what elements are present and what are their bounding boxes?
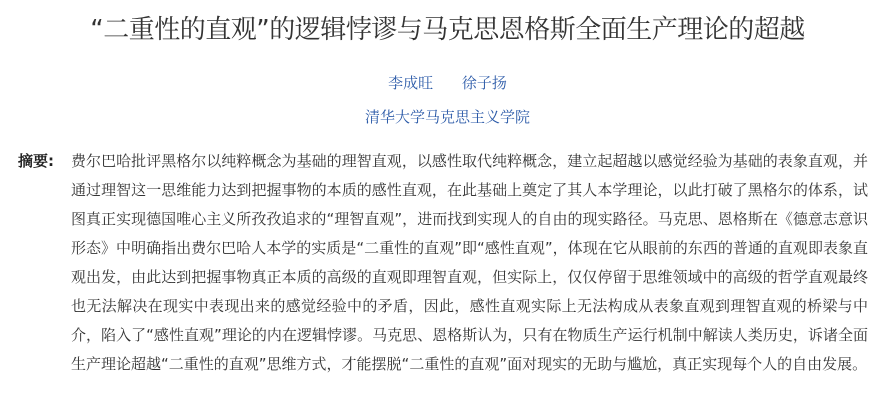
author-link[interactable]: 徐子扬 [461, 74, 507, 92]
affiliation-link[interactable]: 清华大学马克思主义学院 [364, 108, 530, 126]
paper-title: “二重性的直观”的逻辑悖谬与马克思恩格斯全面生产理论的超越 [90, 15, 805, 45]
abstract-section [18, 147, 868, 379]
author-link[interactable]: 李成旺 [388, 74, 434, 92]
author-list [0, 72, 895, 94]
abstract-text: 费尔巴哈批评黑格尔以纯粹概念为基础的理智直观，以感性取代纯粹概念，建立起超越以感觉经验为基础的表象直观，并通过理智这一思维能力达到把握事物的本质的感性直观，在此基础上奠定了其人本学理论，以此打破了黑格尔的体系，试图真正实现德国唯心主义所孜孜追求的“理智直观”，进而找到实现人的自由的现实路径。马克思、恩格斯在《德意志意识形态》中明确指出费尔巴哈人本学的实质是“二重性的直观”即“感性直观”，体现在它从眼前的东西的普通的直观即表象直观出发，由此达到把握事物真正本质的高级的直观即理智直观，但实际上，仅仅停留于思维领域中的高级的哲学直观最终也无法解决在现实中表现出来的感觉经验中的矛盾，因此，感性直观实际上无法构成从表象直观到理智直观的桥梁与中介，陷入了“感性直观”理论的内在逻辑悖谬。马克思、恩格斯认为，只有在物质生产运行机制中解读人类历史，诉诸全面生产理论超越“二重性的直观”思维方式，才能摆脱“二重性的直观”面对现实的无助与尴尬，真正实现每个人的自由发展。 [71, 152, 868, 373]
abstract-label: 摘要: [18, 152, 54, 170]
